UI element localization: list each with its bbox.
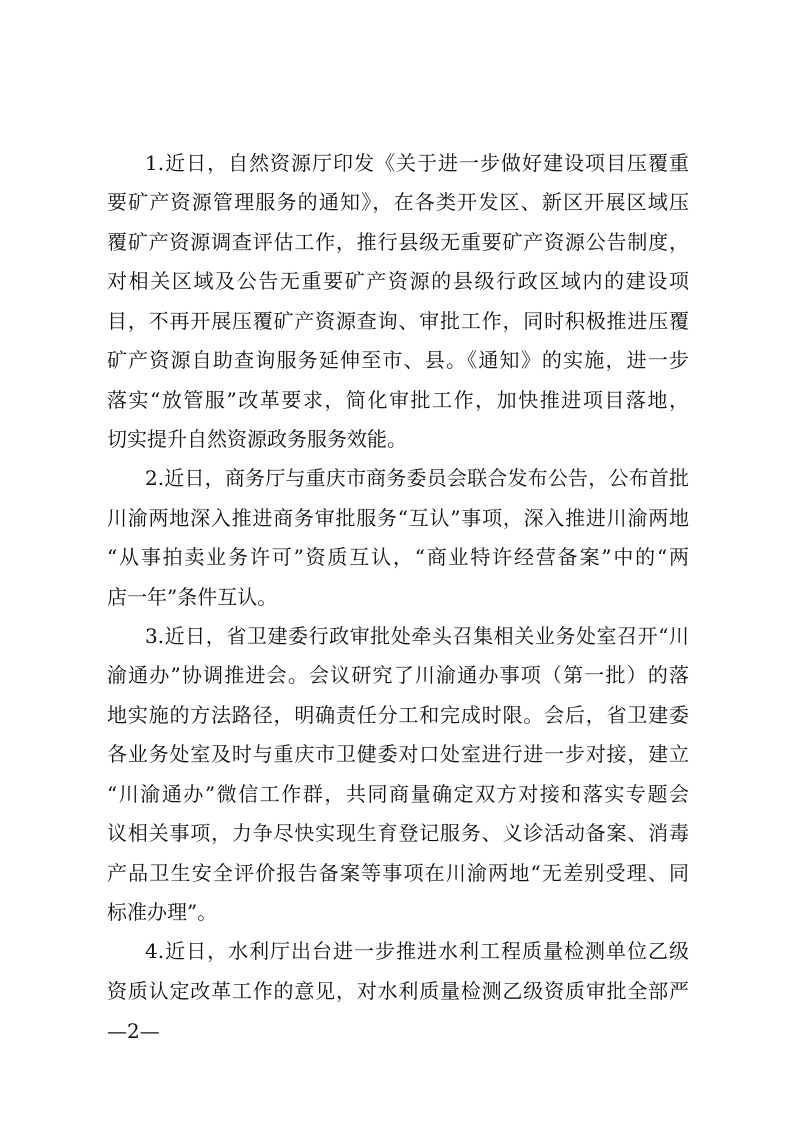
paragraph-1 bbox=[107, 144, 689, 459]
paragraph-line: 目，不再开展压覆矿产资源查询、审批工作，同时积极推进压覆 bbox=[107, 308, 689, 333]
paragraph-line: 矿产资源自助查询服务延伸至市、县。《通知》的实施，进一步 bbox=[107, 348, 689, 373]
paragraph-line: “从事拍卖业务许可”资质互认，“商业特许经营备案”中的“两 bbox=[107, 545, 689, 570]
paragraph-line: 议相关事项，力争尽快实现生育登记服务、义诊活动备案、消毒 bbox=[107, 821, 689, 846]
paragraph-line: “川渝通办”微信工作群，共同商量确定双方对接和落实专题会 bbox=[107, 781, 689, 806]
paragraph-line: 资质认定改革工作的意见，对水利质量检测乙级资质审批全部严 bbox=[107, 978, 689, 1003]
paragraph-line: 要矿产资源管理服务的通知》，在各类开发区、新区开展区域压 bbox=[107, 190, 689, 215]
document-body bbox=[107, 144, 689, 1011]
paragraph-line: 地实施的方法路径，明确责任分工和完成时限。会后，省卫建委 bbox=[107, 702, 689, 727]
paragraph-line: 标准办理”。 bbox=[107, 900, 218, 925]
paragraph-line: 3.近日，省卫建委行政审批处牵头召集相关业务处室召开“川 bbox=[145, 624, 689, 649]
paragraph-line: 2.近日，商务厅与重庆市商务委员会联合发布公告，公布首批 bbox=[145, 466, 689, 491]
paragraph-line: 对相关区域及公告无重要矿产资源的县级行政区域内的建设项 bbox=[107, 269, 689, 294]
paragraph-line: 各业务处室及时与重庆市卫健委对口处室进行进一步对接，建立 bbox=[107, 742, 689, 767]
paragraph-line: 1.近日，自然资源厅印发《关于进一步做好建设项目压覆重 bbox=[145, 151, 689, 175]
paragraph-4 bbox=[107, 932, 689, 1011]
paragraph-line: 店一年”条件互认。 bbox=[107, 584, 278, 609]
paragraph-line: 产品卫生安全评价报告备案等事项在川渝两地“无差别受理、同 bbox=[107, 860, 689, 885]
paragraph-line: 川渝两地深入推进商务审批服务“互认”事项，深入推进川渝两地 bbox=[107, 505, 689, 530]
paragraph-line: 4.近日，水利厅出台进一步推进水利工程质量检测单位乙级 bbox=[145, 939, 689, 964]
page-number: —2— bbox=[107, 1019, 160, 1043]
paragraph-line: 落实“放管服”改革要求，简化审批工作，加快推进项目落地， bbox=[107, 387, 689, 412]
paragraph-3 bbox=[107, 617, 689, 932]
paragraph-line: 渝通办”协调推进会。会议研究了川渝通办事项（第一批）的落 bbox=[107, 663, 689, 688]
paragraph-line: 切实提升自然资源政务服务效能。 bbox=[107, 426, 407, 451]
paragraph-2 bbox=[107, 459, 689, 617]
paragraph-line: 覆矿产资源调查评估工作，推行县级无重要矿产资源公告制度， bbox=[107, 229, 689, 254]
